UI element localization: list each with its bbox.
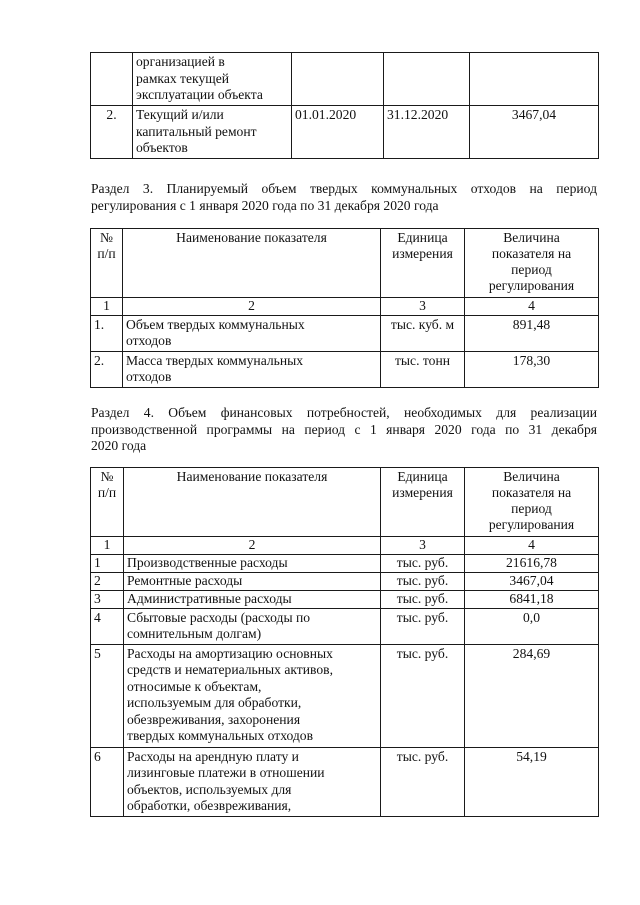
section-4-line: Раздел 4. Объем финансовых потребностей, необходимых для реализации xyxy=(91,405,597,420)
table-header-row xyxy=(91,468,599,537)
row-number-cell: 1. xyxy=(91,315,123,351)
measure-name-line: обработки, обезвреживания, xyxy=(127,798,292,813)
value-cell xyxy=(470,53,599,106)
section-3-line: Раздел 3. Планируемый объем твердых коммунальных отходов на период xyxy=(91,181,597,196)
measure-name-line: объектов xyxy=(136,140,188,155)
measure-name-line: сомнительным долгам) xyxy=(127,626,262,641)
section-3-line: регулирования с 1 января 2020 года по 31 декабря 2020 года xyxy=(91,197,439,213)
value-cell: 284,69 xyxy=(465,644,599,747)
unit-cell: тыс. тонн xyxy=(381,351,465,387)
measure-name-line: Сбытовые расходы (расходы по xyxy=(127,609,311,625)
table-waste-volume xyxy=(90,228,599,388)
measure-name-line: Расходы на арендную плату и xyxy=(127,748,299,764)
column-number-row xyxy=(91,537,599,555)
unit-cell: тыс. руб. xyxy=(381,608,465,644)
measure-name-line: лизинговые платежи в отношении xyxy=(127,765,325,780)
header-num-line: п/п xyxy=(97,485,117,500)
table-row xyxy=(91,554,599,572)
measure-name-line: эксплуатации объекта xyxy=(136,87,263,102)
column-number: 2 xyxy=(124,537,381,555)
header-unit-line: измерения xyxy=(392,246,453,261)
unit-cell: тыс. руб. xyxy=(381,554,465,572)
measure-name-cell xyxy=(123,315,381,351)
column-number: 1 xyxy=(91,537,124,555)
value-cell: 3467,04 xyxy=(470,106,599,159)
table-program-continued xyxy=(90,52,599,159)
measure-name-cell xyxy=(124,747,381,816)
table-row xyxy=(91,590,599,608)
table-row xyxy=(91,747,599,816)
measure-name-cell xyxy=(133,53,292,106)
start-date-cell: 01.01.2020 xyxy=(292,106,384,159)
value-cell: 178,30 xyxy=(465,351,599,387)
header-unit-line: измерения xyxy=(392,485,453,500)
value-cell: 21616,78 xyxy=(465,554,599,572)
header-name: Наименование показателя xyxy=(124,468,381,537)
header-name: Наименование показателя xyxy=(123,229,381,298)
measure-name-line: Ремонтные расходы xyxy=(127,572,243,588)
column-number-row xyxy=(91,298,599,316)
measure-name-line: организацией в xyxy=(136,54,225,69)
header-num-line: № xyxy=(100,230,113,245)
measure-name-line: отходов xyxy=(126,333,172,348)
measure-name-line: Административные расходы xyxy=(127,590,292,606)
header-num xyxy=(91,229,123,298)
value-cell: 3467,04 xyxy=(465,572,599,590)
row-number-cell: 5 xyxy=(91,644,124,747)
table-financial-needs xyxy=(90,467,599,817)
unit-cell: тыс. куб. м xyxy=(381,315,465,351)
measure-name-cell xyxy=(124,590,381,608)
header-value-line: период xyxy=(511,262,552,277)
value-cell: 6841,18 xyxy=(465,590,599,608)
measure-name-line: обезвреживания, захоронения xyxy=(127,711,301,727)
header-unit-line: Единица xyxy=(397,469,448,484)
measure-name-line: относимые к объектам, xyxy=(127,678,262,694)
header-value xyxy=(465,468,599,537)
measure-name-line: объектов, используемых для xyxy=(127,781,292,797)
header-value xyxy=(465,229,599,298)
header-unit xyxy=(381,468,465,537)
measure-name-line: твердых коммунальных отходов xyxy=(127,728,314,743)
column-number: 2 xyxy=(123,298,381,316)
unit-cell: тыс. руб. xyxy=(381,644,465,747)
unit-cell: тыс. руб. xyxy=(381,747,465,816)
table-row xyxy=(91,53,599,106)
header-value-line: Величина xyxy=(503,230,560,245)
measure-name-line: рамках текущей xyxy=(136,70,230,86)
section-4-line: 2020 года xyxy=(91,438,147,453)
row-number-cell: 2. xyxy=(91,106,133,159)
table-row xyxy=(91,106,599,159)
measure-name-line: Производственные расходы xyxy=(127,554,288,570)
value-cell: 54,19 xyxy=(465,747,599,816)
measure-name-line: Масса твердых коммунальных xyxy=(126,352,304,368)
header-value-line: период xyxy=(511,501,552,516)
header-unit-line: Единица xyxy=(397,230,448,245)
unit-cell: тыс. руб. xyxy=(381,590,465,608)
section-4-line: производственной программы на период с 1 января 2020 года по 31 декабря xyxy=(91,421,597,437)
header-value-line: показателя на xyxy=(491,485,572,500)
header-num-line: № xyxy=(100,469,114,484)
measure-name-line: средств и нематериальных активов, xyxy=(127,662,333,677)
column-number: 4 xyxy=(465,537,599,555)
value-cell: 891,48 xyxy=(465,315,599,351)
table-row xyxy=(91,315,599,351)
row-number-cell: 3 xyxy=(91,590,124,608)
header-value-line: показателя на xyxy=(491,246,572,261)
header-value-line: регулирования xyxy=(488,278,575,293)
start-date-cell xyxy=(292,53,384,106)
measure-name-line: отходов xyxy=(126,369,172,384)
column-number: 1 xyxy=(91,298,123,316)
table-row xyxy=(91,644,599,747)
measure-name-cell xyxy=(124,608,381,644)
unit-cell: тыс. руб. xyxy=(381,572,465,590)
measure-name-cell xyxy=(124,554,381,572)
table-row xyxy=(91,351,599,387)
header-value-line: регулирования xyxy=(488,517,575,532)
end-date-cell xyxy=(384,53,470,106)
row-number-cell: 6 xyxy=(91,747,124,816)
header-num xyxy=(91,468,124,537)
table-row xyxy=(91,608,599,644)
measure-name-cell xyxy=(133,106,292,159)
column-number: 3 xyxy=(381,298,465,316)
row-number-cell: 2. xyxy=(91,351,123,387)
header-num-line: п/п xyxy=(97,246,116,261)
row-number-cell xyxy=(91,53,133,106)
measure-name-line: Расходы на амортизацию основных xyxy=(127,645,333,661)
measure-name-line: Текущий и/или xyxy=(136,107,224,122)
measure-name-cell xyxy=(123,351,381,387)
value-cell: 0,0 xyxy=(465,608,599,644)
section-4-heading xyxy=(91,405,597,455)
measure-name-line: Объем твердых коммунальных xyxy=(126,316,305,332)
row-number-cell: 2 xyxy=(91,572,124,590)
table-row xyxy=(91,572,599,590)
column-number: 3 xyxy=(381,537,465,555)
measure-name-cell xyxy=(124,572,381,590)
row-number-cell: 1 xyxy=(91,554,124,572)
table-header-row xyxy=(91,229,599,298)
measure-name-line: капитальный ремонт xyxy=(136,123,257,139)
header-unit xyxy=(381,229,465,298)
section-3-heading xyxy=(91,181,597,214)
row-number-cell: 4 xyxy=(91,608,124,644)
measure-name-cell xyxy=(124,644,381,747)
column-number: 4 xyxy=(465,298,599,316)
measure-name-line: используемым для обработки, xyxy=(127,695,302,710)
end-date-cell: 31.12.2020 xyxy=(384,106,470,159)
header-value-line: Величина xyxy=(503,469,560,484)
